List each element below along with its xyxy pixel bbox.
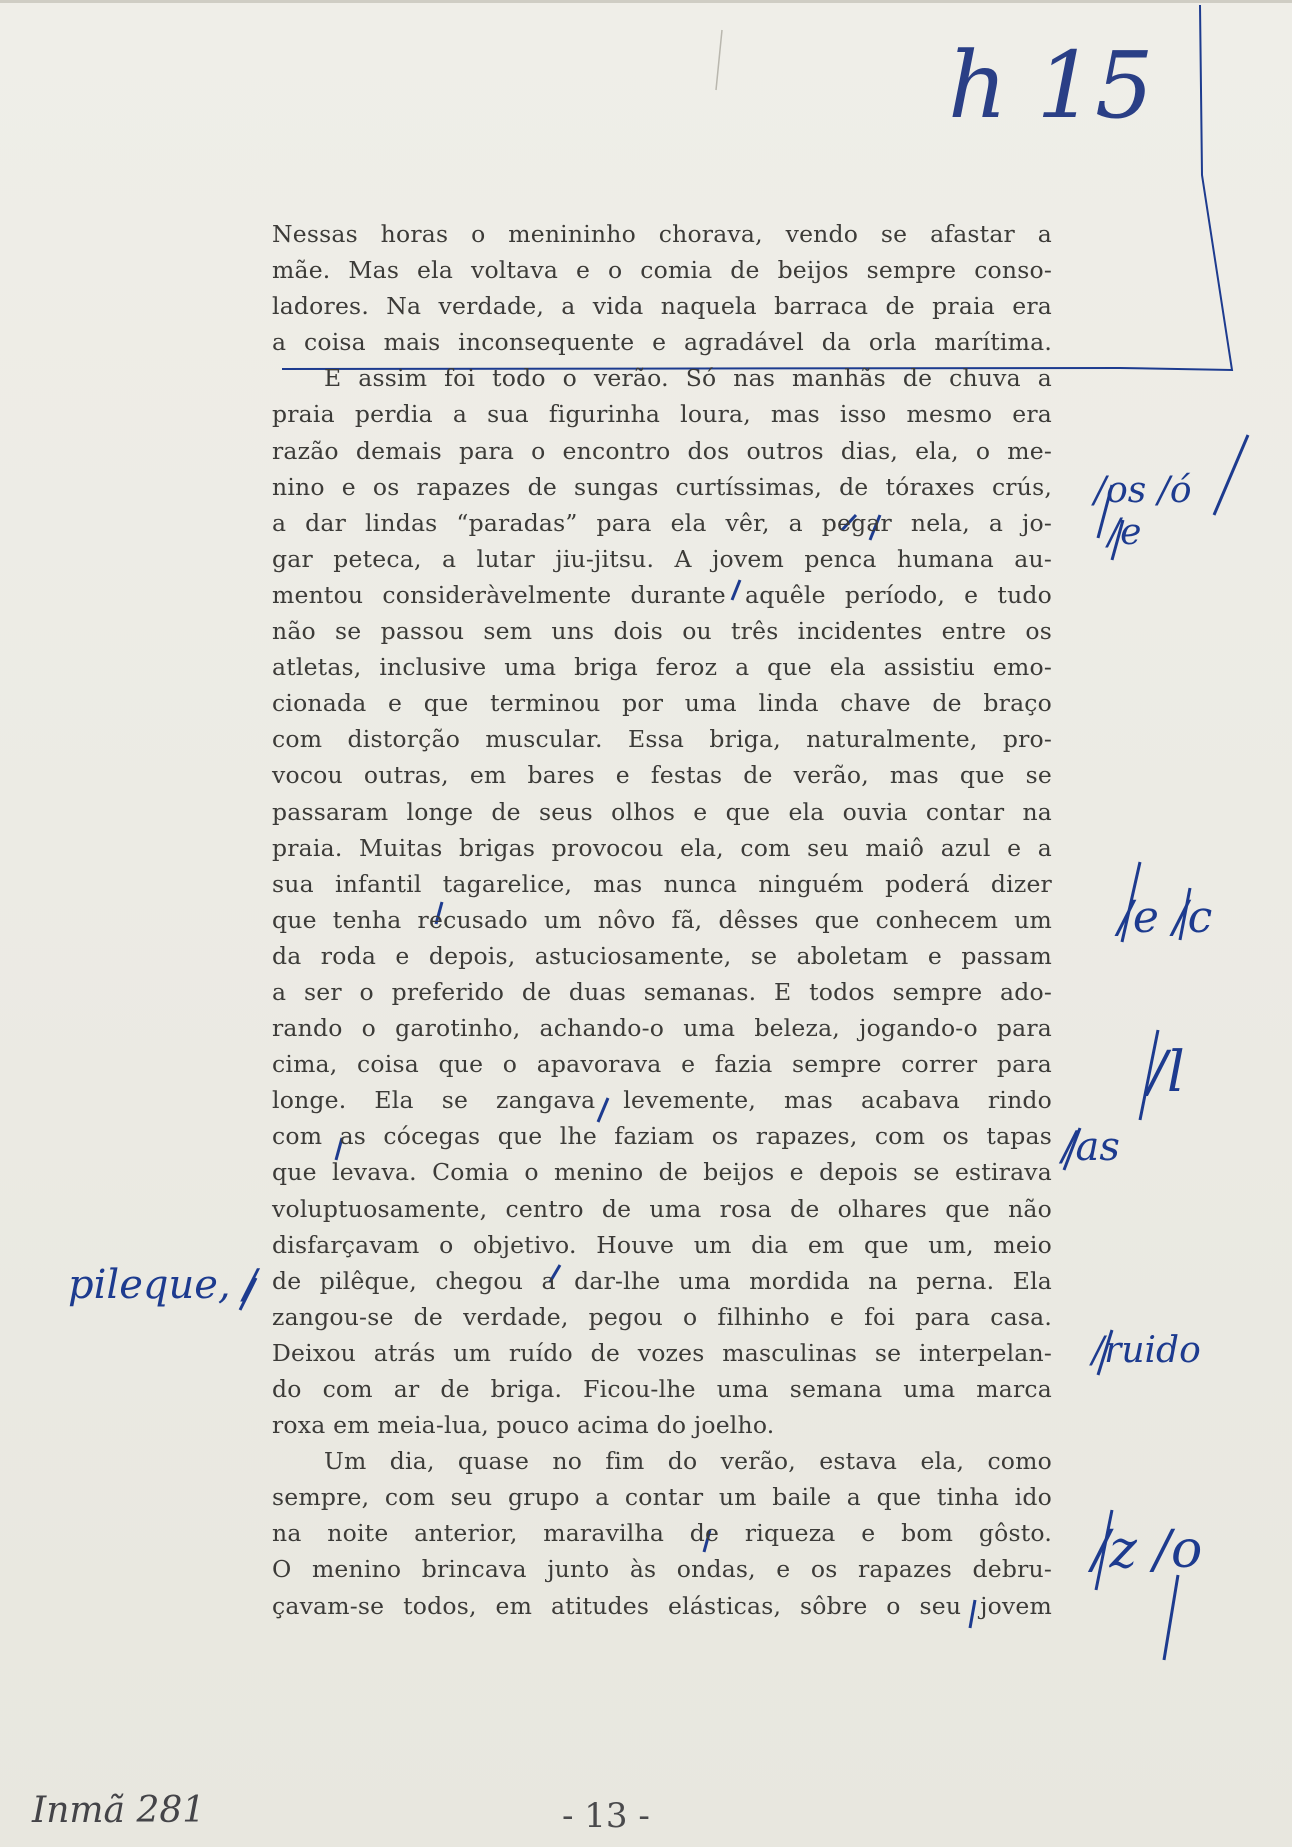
margin-note-z-o: /z /o [1092,1520,1203,1580]
text-line: Nessas horas o menininho chorava, vendo se afastar a [272,220,1052,248]
text-line: vocou outras, em bares e festas de verão, mas que se [272,761,1052,790]
folio-number: h 15 [948,32,1154,139]
text-line: ladores. Na verdade, a vida naquela barraca de praia era [272,292,1052,321]
text-line: de pilêque, chegou a dar-lhe uma mordida na perna. Ela [272,1266,1052,1295]
text-line: sempre, com seu grupo a contar um baile a que tinha ido [272,1483,1052,1512]
text-line: disfarçavam o objetivo. Houve um dia em que um, meio [272,1230,1052,1259]
text-line: que tenha recusado um nôvo fã, dêsses que conhecem um [272,905,1052,934]
footer-page-number: - 13 - [562,1796,650,1836]
footer-pencil-note: Inmã 281 [32,1790,206,1831]
margin-note-as: /as [1062,1124,1120,1170]
text-line: mentou consideràvelmente durante aquêle período, e tudo [272,580,1052,609]
text-line: sua infantil tagarelice, mas nunca ninguém poderá dizer [272,869,1052,898]
text-line: do com ar de briga. Ficou-lhe uma semana uma marca [272,1375,1052,1403]
typescript-body [272,216,1052,1624]
text-line: gar peteca, a lutar jiu-jitsu. A jovem penca humana au- [272,544,1052,573]
text-line: Um dia, quase no fim do verão, estava ela, como [324,1447,1052,1476]
margin-note-ruido: /ruido [1092,1330,1201,1371]
text-line: praia perdia a sua figurinha loura, mas isso mesmo era [272,400,1052,429]
text-line: cima, coisa que o apavorava e fazia sempre correr para [272,1050,1052,1079]
text-line: a ser o preferido de duas semanas. E todos sempre ado- [272,977,1052,1006]
text-line: çavam-se todos, em atitudes elásticas, sôbre o seu jovem [272,1591,1052,1620]
pencil-mark [716,30,722,90]
margin-note-e: /e [1108,512,1142,553]
text-line: rando o garotinho, achando-o uma beleza, jogando-o para [272,1014,1052,1043]
text-line: nino e os rapazes de sungas curtíssimas, de tóraxes crús, [272,472,1052,501]
text-line: praia. Muitas brigas provocou ela, com seu maiô azul e a [272,833,1052,862]
text-line: a dar lindas “paradas” para ela vêr, a pegar nela, a jo- [272,508,1052,537]
text-line: razão demais para o encontro dos outros dias, ela, o me- [272,436,1052,465]
text-line: mãe. Mas ela voltava e o comia de beijos sempre conso- [272,256,1052,285]
text-line: a coisa mais inconsequente e agradável da orla marítima. [272,328,1052,357]
text-line: com distorção muscular. Essa briga, naturalmente, pro- [272,725,1052,754]
margin-note-l: /l [1148,1040,1185,1105]
text-line: Deixou atrás um ruído de vozes masculinas se interpelan- [272,1338,1052,1367]
margin-note-pileque: pileque, / [68,1262,257,1308]
text-line: atletas, inclusive uma briga feroz a que ela assistiu emo- [272,653,1052,682]
text-line: E assim foi todo o verão. Só nas manhãs de chuva a [324,364,1052,393]
text-line: roxa em meia-lua, pouco acima do joelho. [272,1411,775,1440]
text-line: longe. Ela se zangava levemente, mas acabava rindo [272,1086,1052,1115]
text-line: zangou-se de verdade, pegou o filhinho e foi para casa. [272,1302,1052,1331]
text-line: com as cócegas que lhe faziam os rapazes, com os tapas [272,1122,1052,1151]
text-line: O menino brincava junto às ondas, e os rapazes debru- [272,1555,1052,1584]
slash-mark [1164,1575,1178,1660]
text-line: passaram longe de seus olhos e que ela ouvia contar na [272,797,1052,826]
margin-note-e-c: /e /c [1118,892,1213,943]
margin-note-os-o: /os /ó [1094,470,1192,511]
text-line: na noite anterior, maravilha de riqueza e bom gôsto. [272,1519,1052,1548]
slash-mark [1214,435,1248,515]
text-line: voluptuosamente, centro de uma rosa de olhares que não [272,1194,1052,1223]
text-line: da roda e depois, astuciosamente, se aboletam e passam [272,941,1052,970]
text-line: não se passou sem uns dois ou três incidentes entre os [272,617,1052,646]
text-line: que levava. Comia o menino de beijos e depois se estirava [272,1158,1052,1187]
text-line: cionada e que terminou por uma linda chave de braço [272,689,1052,718]
